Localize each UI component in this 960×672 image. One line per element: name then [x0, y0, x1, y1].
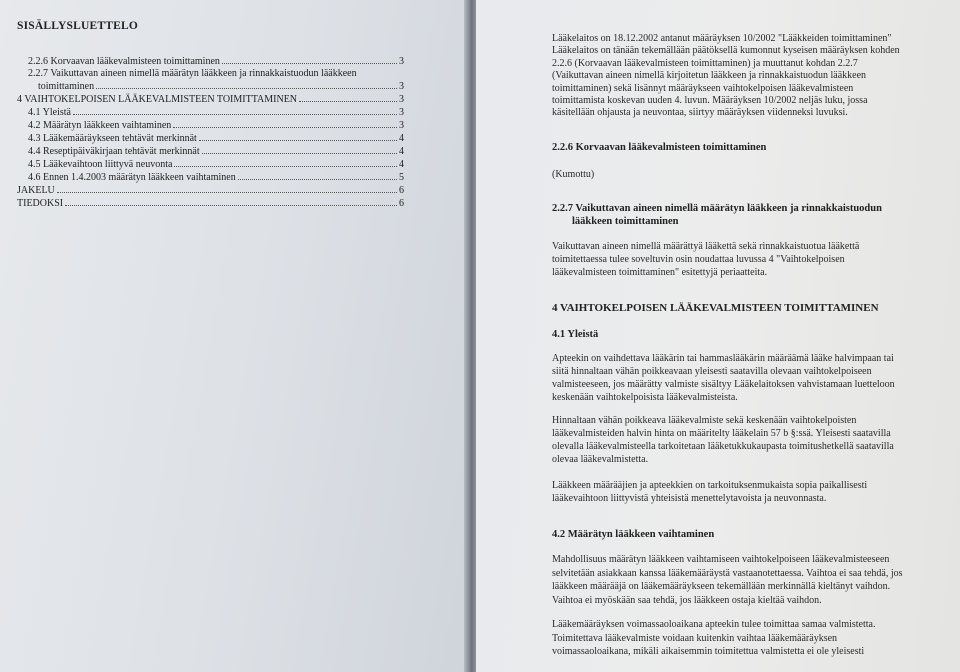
toc-entry-label: 4 VAIHTOKELPOISEN LÄÄKEVALMISTEEN TOIMITTAMINEN — [17, 94, 298, 105]
toc-page-number: 4 — [399, 146, 404, 157]
heading-4-2: 4.2 Määrätyn lääkkeen vaihtaminen — [552, 529, 715, 540]
toc-entry — [17, 94, 404, 106]
text-line: Apteekin on vaihdettava lääkärin tai hammaslääkärin määräämä lääke halvimpaan tai — [552, 353, 894, 364]
toc-leader-dots — [174, 166, 397, 167]
toc-entry-label: TIEDOKSI — [17, 198, 64, 209]
toc-entry-label: toimittaminen — [38, 81, 95, 92]
text-line: Toimitettava lääkevalmiste voidaan kuitenkin vaihtaa lääkemääräyksen — [552, 632, 838, 644]
toc-page-number: 4 — [399, 159, 404, 170]
text-line: käsitellään ohjausta ja neuvontaa, siirtyy määräyksen viidenneksi luvuksi. — [552, 107, 848, 119]
toc-leader-dots — [96, 88, 397, 89]
toc-leader-dots — [299, 101, 397, 102]
toc-leader-dots — [199, 140, 397, 141]
heading-2-2-7-line2: lääkkeen toimittaminen — [572, 216, 679, 227]
toc-entry-label: 4.6 Ennen 1.4.2003 määrätyn lääkkeen vaihtaminen — [28, 172, 236, 183]
toc-page-number: 4 — [399, 133, 404, 144]
toc-entry — [28, 68, 357, 80]
text-line: toimitettaessa tulee soveltuvin osin noudattaa luvussa 4 "Vaihtokelpoisen — [552, 254, 845, 265]
toc-leader-dots — [65, 205, 397, 206]
toc-entry — [28, 56, 404, 68]
paragraph-2-2-6: (Kumottu) — [552, 169, 595, 180]
text-line: siitä hinnaltaan vähän poikkeavaan yleisesti saatavilla olevaan vaihtokelpoiseen — [552, 366, 872, 377]
toc-entry-label: 2.2.6 Korvaavan lääkevalmisteen toimittaminen — [28, 56, 220, 67]
heading-2-2-7-line1: 2.2.7 Vaikuttavan aineen nimellä määrätyn lääkkeen ja rinnakkaistuodun — [552, 203, 882, 214]
toc-leader-dots — [73, 114, 397, 115]
toc-leader-dots — [202, 153, 397, 154]
text-line: lääkkeen määrääjä on lääkemääräykseen tekemällään merkinnällä kieltänyt vaihdon. — [552, 581, 891, 592]
toc-leader-dots — [222, 63, 397, 64]
toc-entry — [38, 81, 404, 93]
toc-entry — [28, 120, 404, 132]
toc-page-number: 3 — [399, 81, 404, 92]
text-line: valmisteeseen, jos määrätty valmiste sisältyy Lääkelaitoksen vahvistamaan luetteloon — [552, 379, 895, 390]
toc-entry — [28, 172, 404, 184]
text-line: lääkevalmisteiden halvin hinta on määritelty lääkelain 57 b §:ssä. Yleisesti saatavilla — [552, 428, 891, 439]
heading-2-2-6: 2.2.6 Korvaavan lääkevalmisteen toimittaminen — [552, 142, 767, 153]
text-line: lääkevalmisteen toimittaminen" esitettyjä periaatteita. — [552, 267, 768, 278]
text-line: olevalla lääkevalmisteella tarkoitetaan lääketukkukaupasta toimitushetkellä saatavilla — [552, 441, 894, 452]
text-line: toimittaminen) sekä lisännyt määräykseen vaihtokelpoisen lääkevalmisteen — [552, 82, 854, 94]
toc-entry — [28, 159, 404, 171]
text-line: Vaihtoa ei myöskään saa tehdä, jos lääkkeen ostaja kieltää vaihdon. — [552, 594, 822, 606]
toc-page-number: 3 — [399, 107, 404, 118]
text-line: Hinnaltaan vähän poikkeava lääkevalmiste sekä keskenään vaihtokelpoisten — [552, 415, 857, 426]
text-line: Lääkelaitos on 18.12.2002 antanut määräyksen 10/2002 "Lääkkeiden toimittaminen" — [552, 33, 892, 44]
toc-page-number: 6 — [399, 198, 404, 209]
text-line: keskenään vaihtokelpoisista lääkevalmisteista. — [552, 392, 738, 403]
text-line: Lääkemääräyksen voimassaoloaikana apteekin tulee toimittaa samaa valmistetta. — [552, 619, 876, 630]
toc-entry-label: 4.1 Yleistä — [28, 107, 71, 118]
toc-entry-label: 4.3 Lääkemääräykseen tehtävät merkinnät — [28, 133, 197, 144]
text-line: Lääkkeen määrääjien ja apteekkien on tarkoituksenmukaista sopia paikallisesti — [552, 480, 868, 491]
toc-entry — [28, 107, 404, 119]
toc-page-number: 6 — [399, 185, 404, 196]
text-line: lääkevaihtoon liittyvistä yhteisistä menettelytavoista ja neuvonnasta. — [552, 493, 827, 504]
toc-entry-label: 4.4 Reseptipäiväkirjaan tehtävät merkinnät — [28, 146, 200, 157]
text-line: voimassaoloaikana, mikäli aikaisemmin toimitettua valmistetta ei ole yleisesti — [552, 646, 865, 657]
toc-title: SISÄLLYSLUETTELO — [17, 20, 139, 32]
toc-leader-dots — [57, 192, 397, 193]
heading-chapter-4: 4 VAIHTOKELPOISEN LÄÄKEVALMISTEEN TOIMITTAMINEN — [552, 302, 879, 314]
text-line: (Vaikuttavan aineen nimellä kirjoitetun lääkkeen ja rinnakkaistuodun lääkkeen — [552, 70, 867, 82]
text-line: Mahdollisuus määrätyn lääkkeen vaihtamiseen vaihtokelpoiseen lääkevalmisteeseen — [552, 554, 890, 565]
toc-page-number: 3 — [399, 120, 404, 131]
toc-page-number: 3 — [399, 56, 404, 67]
toc-page-number: 3 — [399, 94, 404, 105]
toc-entry-label: 4.2 Määrätyn lääkkeen vaihtaminen — [28, 120, 172, 131]
toc-entry-label: 2.2.7 Vaikuttavan aineen nimellä määrätyn lääkkeen ja rinnakkaistuodun lääkkeen — [28, 68, 357, 79]
toc-page-number: 5 — [399, 172, 404, 183]
text-line: 2.2.6 (Korvaavan lääkevalmisteen toimittaminen) ja muuttanut kohdan 2.2.7 — [552, 57, 858, 69]
toc-leader-dots — [173, 127, 397, 128]
toc-entry-label: 4.5 Lääkevaihtoon liittyvä neuvonta — [28, 159, 173, 170]
toc-entry — [28, 133, 404, 145]
toc-entry-label: JAKELU — [17, 185, 55, 196]
toc-entry — [17, 198, 404, 210]
toc-entry — [17, 185, 404, 197]
toc-entry — [28, 146, 404, 158]
text-line: olevaa lääkevalmistetta. — [552, 454, 649, 465]
text-line: Vaikuttavan aineen nimellä määrättyä lääkettä sekä rinnakkaistuotua lääkettä — [552, 241, 860, 252]
left-page — [0, 0, 468, 672]
text-line: selvitetään asiakkaan kanssa lääkemääräystä vastaanotettaessa. Vaihtoa ei saa tehdä, jos — [552, 567, 903, 579]
heading-4-1: 4.1 Yleistä — [552, 329, 599, 340]
text-line: Lääkelaitos on tänään tekemällään päätöksellä kumonnut kyseisen määräyksen kohden — [552, 45, 900, 57]
text-line: toimittamista koskevan uuden 4. luvun. Määräyksen 10/2002 neljäs luku, jossa — [552, 95, 868, 106]
right-page — [476, 0, 960, 672]
toc-leader-dots — [238, 179, 397, 180]
